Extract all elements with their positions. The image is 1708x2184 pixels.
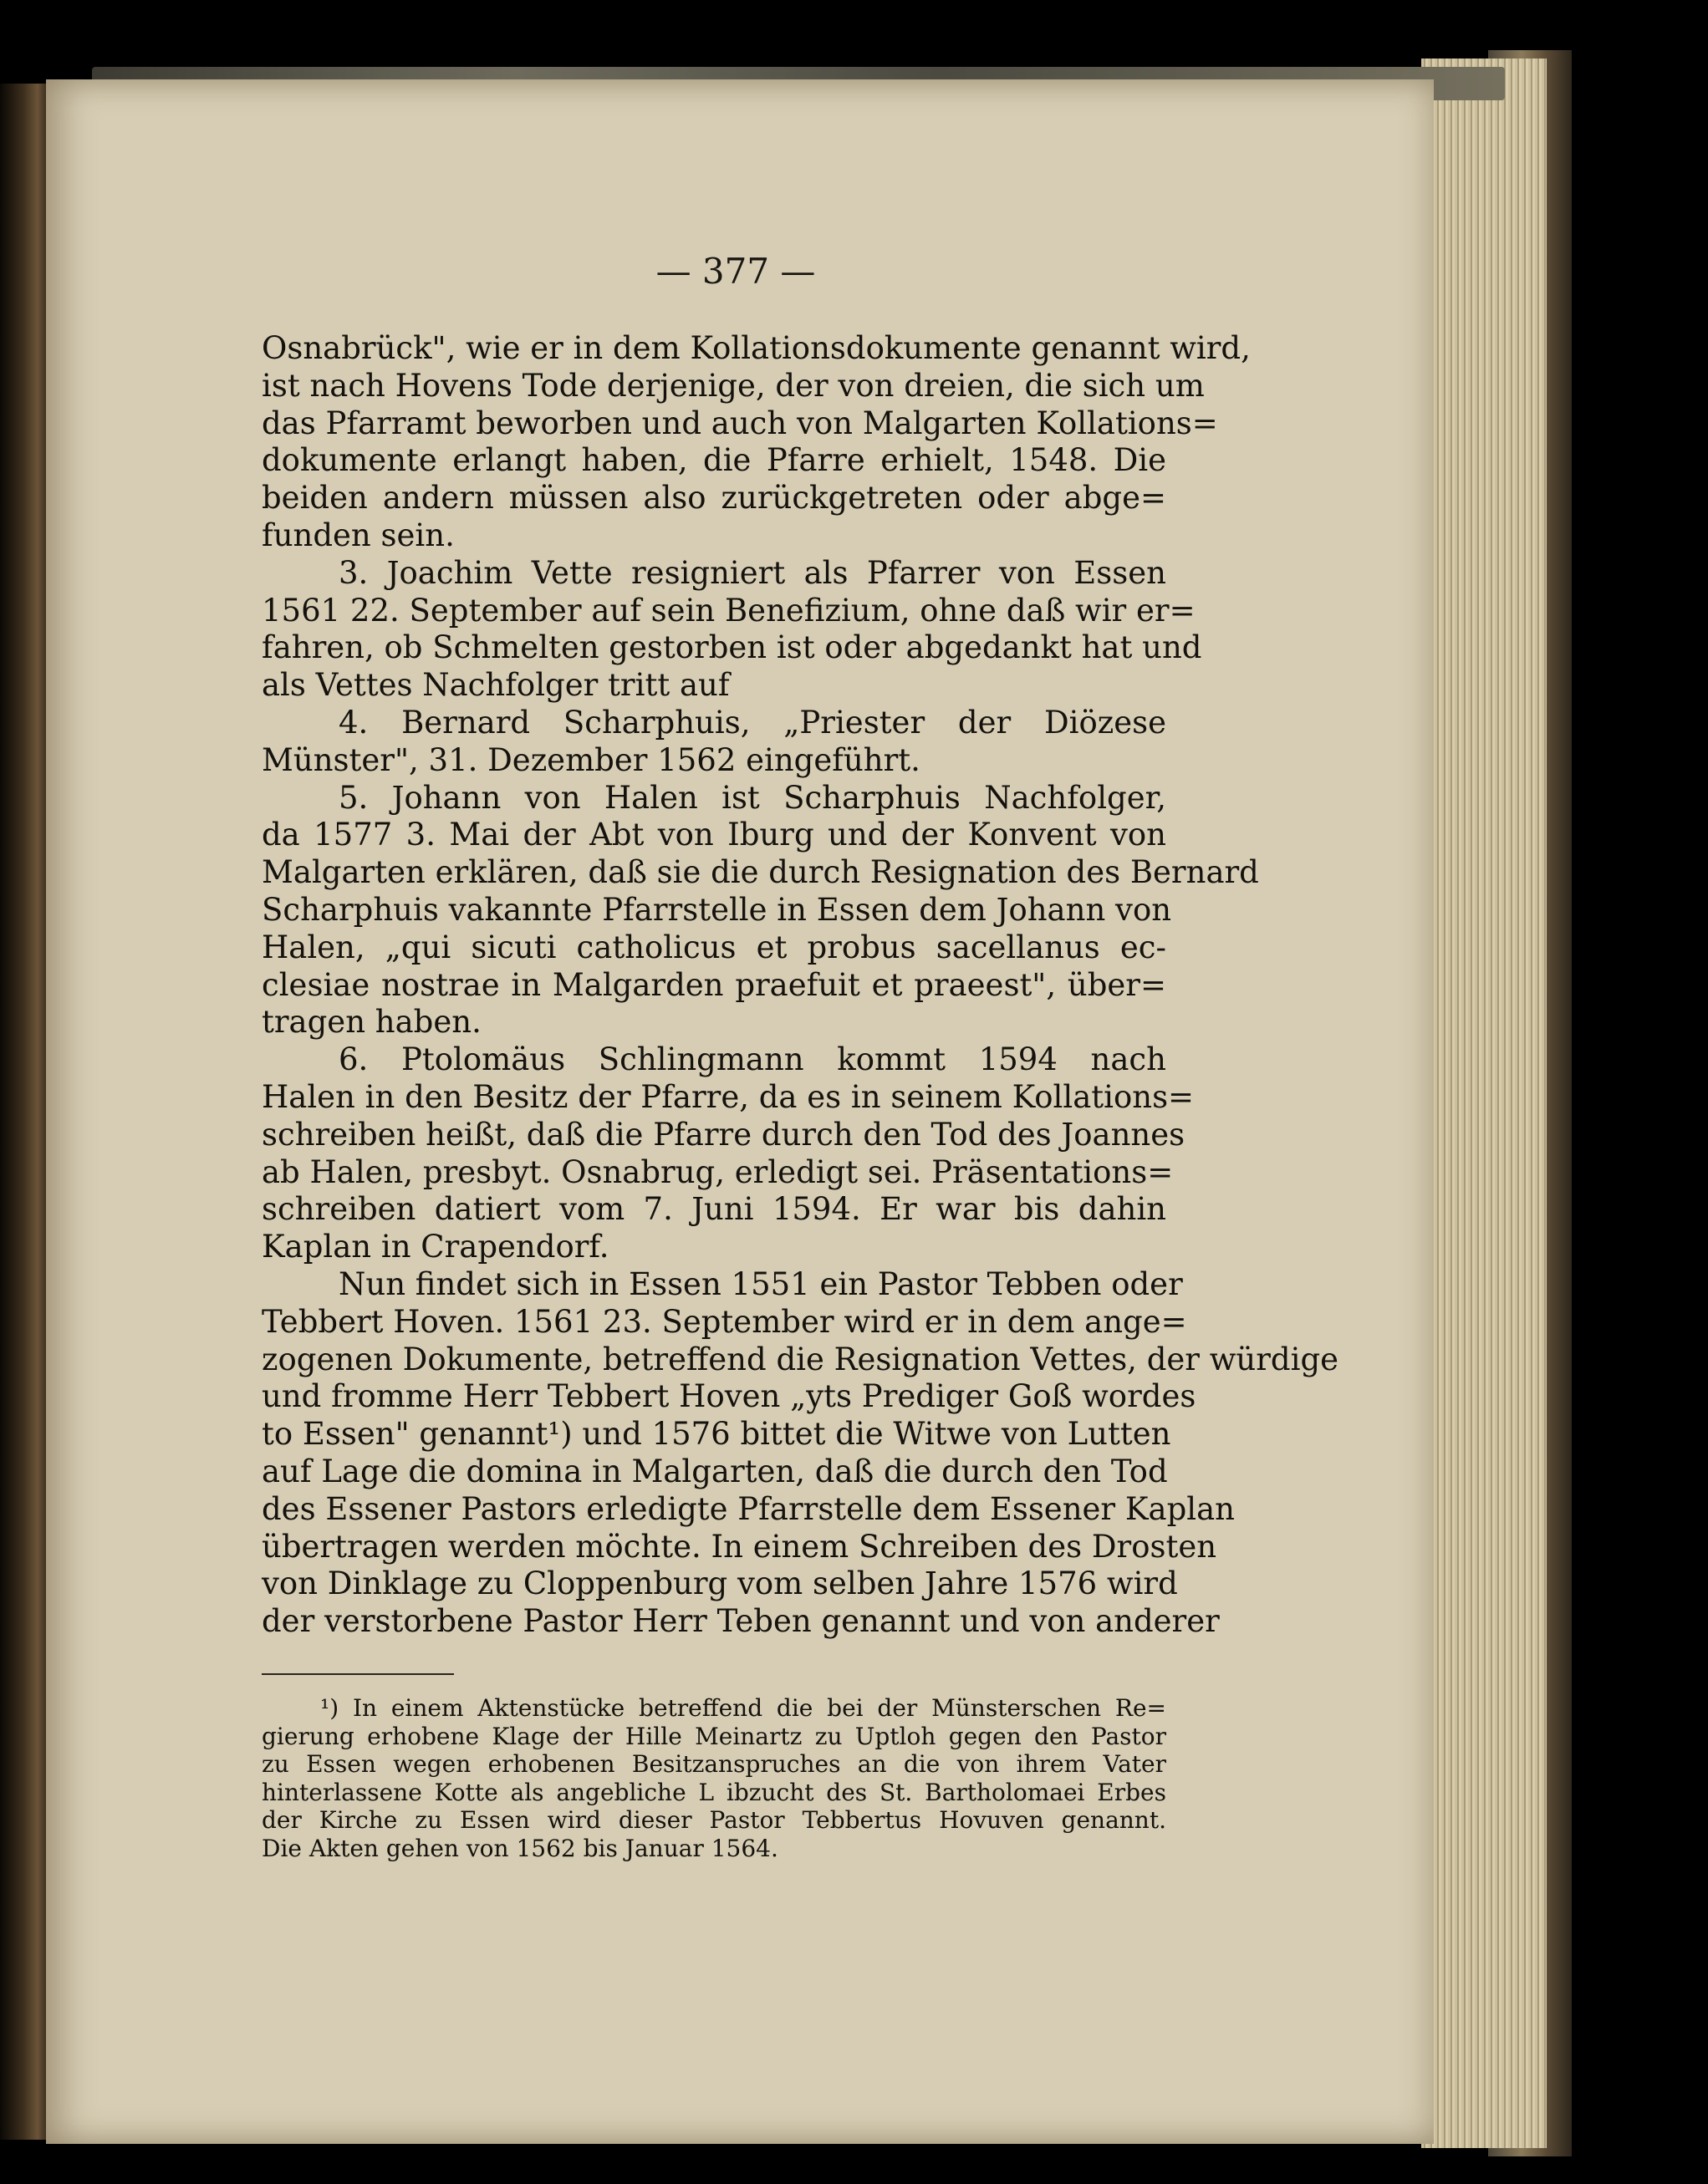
text-line: schreiben datiert vom 7. Juni 1594. Er war bis dahin [262,1191,1166,1228]
text-line: Nun findet sich in Essen 1551 ein Pastor Tebben oder [339,1265,1183,1302]
text-line: clesiae nostrae in Malgarden praefuit et praeest", über= [262,966,1166,1003]
text-line: Tebbert Hoven. 1561 23. September wird er in dem ange= [262,1303,1187,1340]
text-line: fahren, ob Schmelten gestorben ist oder abgedankt hat und [262,629,1202,666]
text-line: ab Halen, presbyt. Osnabrug, erledigt sei. Präsentations= [262,1153,1174,1190]
text-line: übertragen werden möchte. In einem Schreiben des Drosten [262,1528,1217,1565]
text-line: Kaplan in Crapendorf. [262,1229,609,1265]
footnote-line: zu Essen wegen erhobenen Besitzanspruches an die von ihrem Vater [262,1750,1166,1778]
text-line: 4. Bernard Scharphuis, „Priester der Diözese [339,704,1166,741]
text-line: beiden andern müssen also zurückgetreten oder abge= [262,480,1166,517]
text-line: 6. Ptolomäus Schlingmann kommt 1594 nach [339,1041,1166,1078]
text-line: Malgarten erklären, daß sie die durch Resignation des Bernard [262,854,1259,891]
text-line: 3. Joachim Vette resigniert als Pfarrer von Essen [339,554,1166,591]
text-line: das Pfarramt beworben und auch von Malgarten Kollations= [262,405,1218,441]
text-line: Münster", 31. Dezember 1562 eingeführt. [262,741,920,778]
footnote [262,1694,1166,1862]
text-line: zogenen Dokumente, betreffend die Resignation Vettes, der würdige [262,1341,1339,1377]
text-line: Halen, „qui sicuti catholicus et probus sacellanus ec- [262,929,1166,965]
text-line: als Vettes Nachfolger tritt auf [262,667,730,704]
body-text [262,330,1339,1641]
book-cover-left [0,84,50,2140]
text-line: 1561 22. September auf sein Benefizium, ohne daß wir er= [262,592,1196,629]
text-line: da 1577 3. Mai der Abt von Iburg und der Konvent von [262,817,1166,853]
text-line: schreiben heißt, daß die Pfarre durch den Tod des Joannes [262,1116,1185,1153]
text-line: Scharphuis vakannte Pfarrstelle in Essen dem Johann von [262,891,1172,928]
footnote-line: Die Akten gehen von 1562 bis Januar 1564. [262,1834,778,1862]
footnote-line: der Kirche zu Essen wird dieser Pastor Tebbertus Hovuven genannt. [262,1806,1166,1834]
text-line: des Essener Pastors erledigte Pfarrstelle dem Essener Kaplan [262,1490,1235,1527]
text-line: funden sein. [262,517,455,553]
text-line: 5. Johann von Halen ist Scharphuis Nachfolger, [339,779,1166,816]
text-line: Osnabrück", wie er in dem Kollationsdokumente genannt wird, [262,330,1251,366]
text-line: tragen haben. [262,1004,482,1041]
text-line: to Essen" genannt¹) und 1576 bittet die Witwe von Lutten [262,1416,1171,1453]
page-number: — 377 — [655,251,816,292]
footnote-line: hinterlassene Kotte als angebliche L ibzucht des St. Bartholomaei Erbes [262,1778,1166,1806]
footnote-line: ¹) In einem Aktenstücke betreffend die bei der Münsterschen Re= [320,1694,1166,1722]
text-line: und fromme Herr Tebbert Hoven „yts Prediger Goß wordes [262,1378,1196,1415]
footnote-rule [262,1673,454,1675]
text-line: dokumente erlangt haben, die Pfarre erhielt, 1548. Die [262,442,1166,479]
text-line: Halen in den Besitz der Pfarre, da es in seinem Kollations= [262,1078,1195,1115]
text-line: auf Lage die domina in Malgarten, daß die durch den Tod [262,1453,1168,1489]
text-line: ist nach Hovens Tode derjenige, der von dreien, die sich um [262,367,1205,404]
text-line: von Dinklage zu Cloppenburg vom selben Jahre 1576 wird [262,1565,1178,1602]
text-line: der verstorbene Pastor Herr Teben genannt und von anderer [262,1603,1220,1640]
footnote-line: gierung erhobene Klage der Hille Meinartz zu Uptloh gegen den Pastor [262,1722,1166,1750]
page-edges [1421,59,1547,2148]
